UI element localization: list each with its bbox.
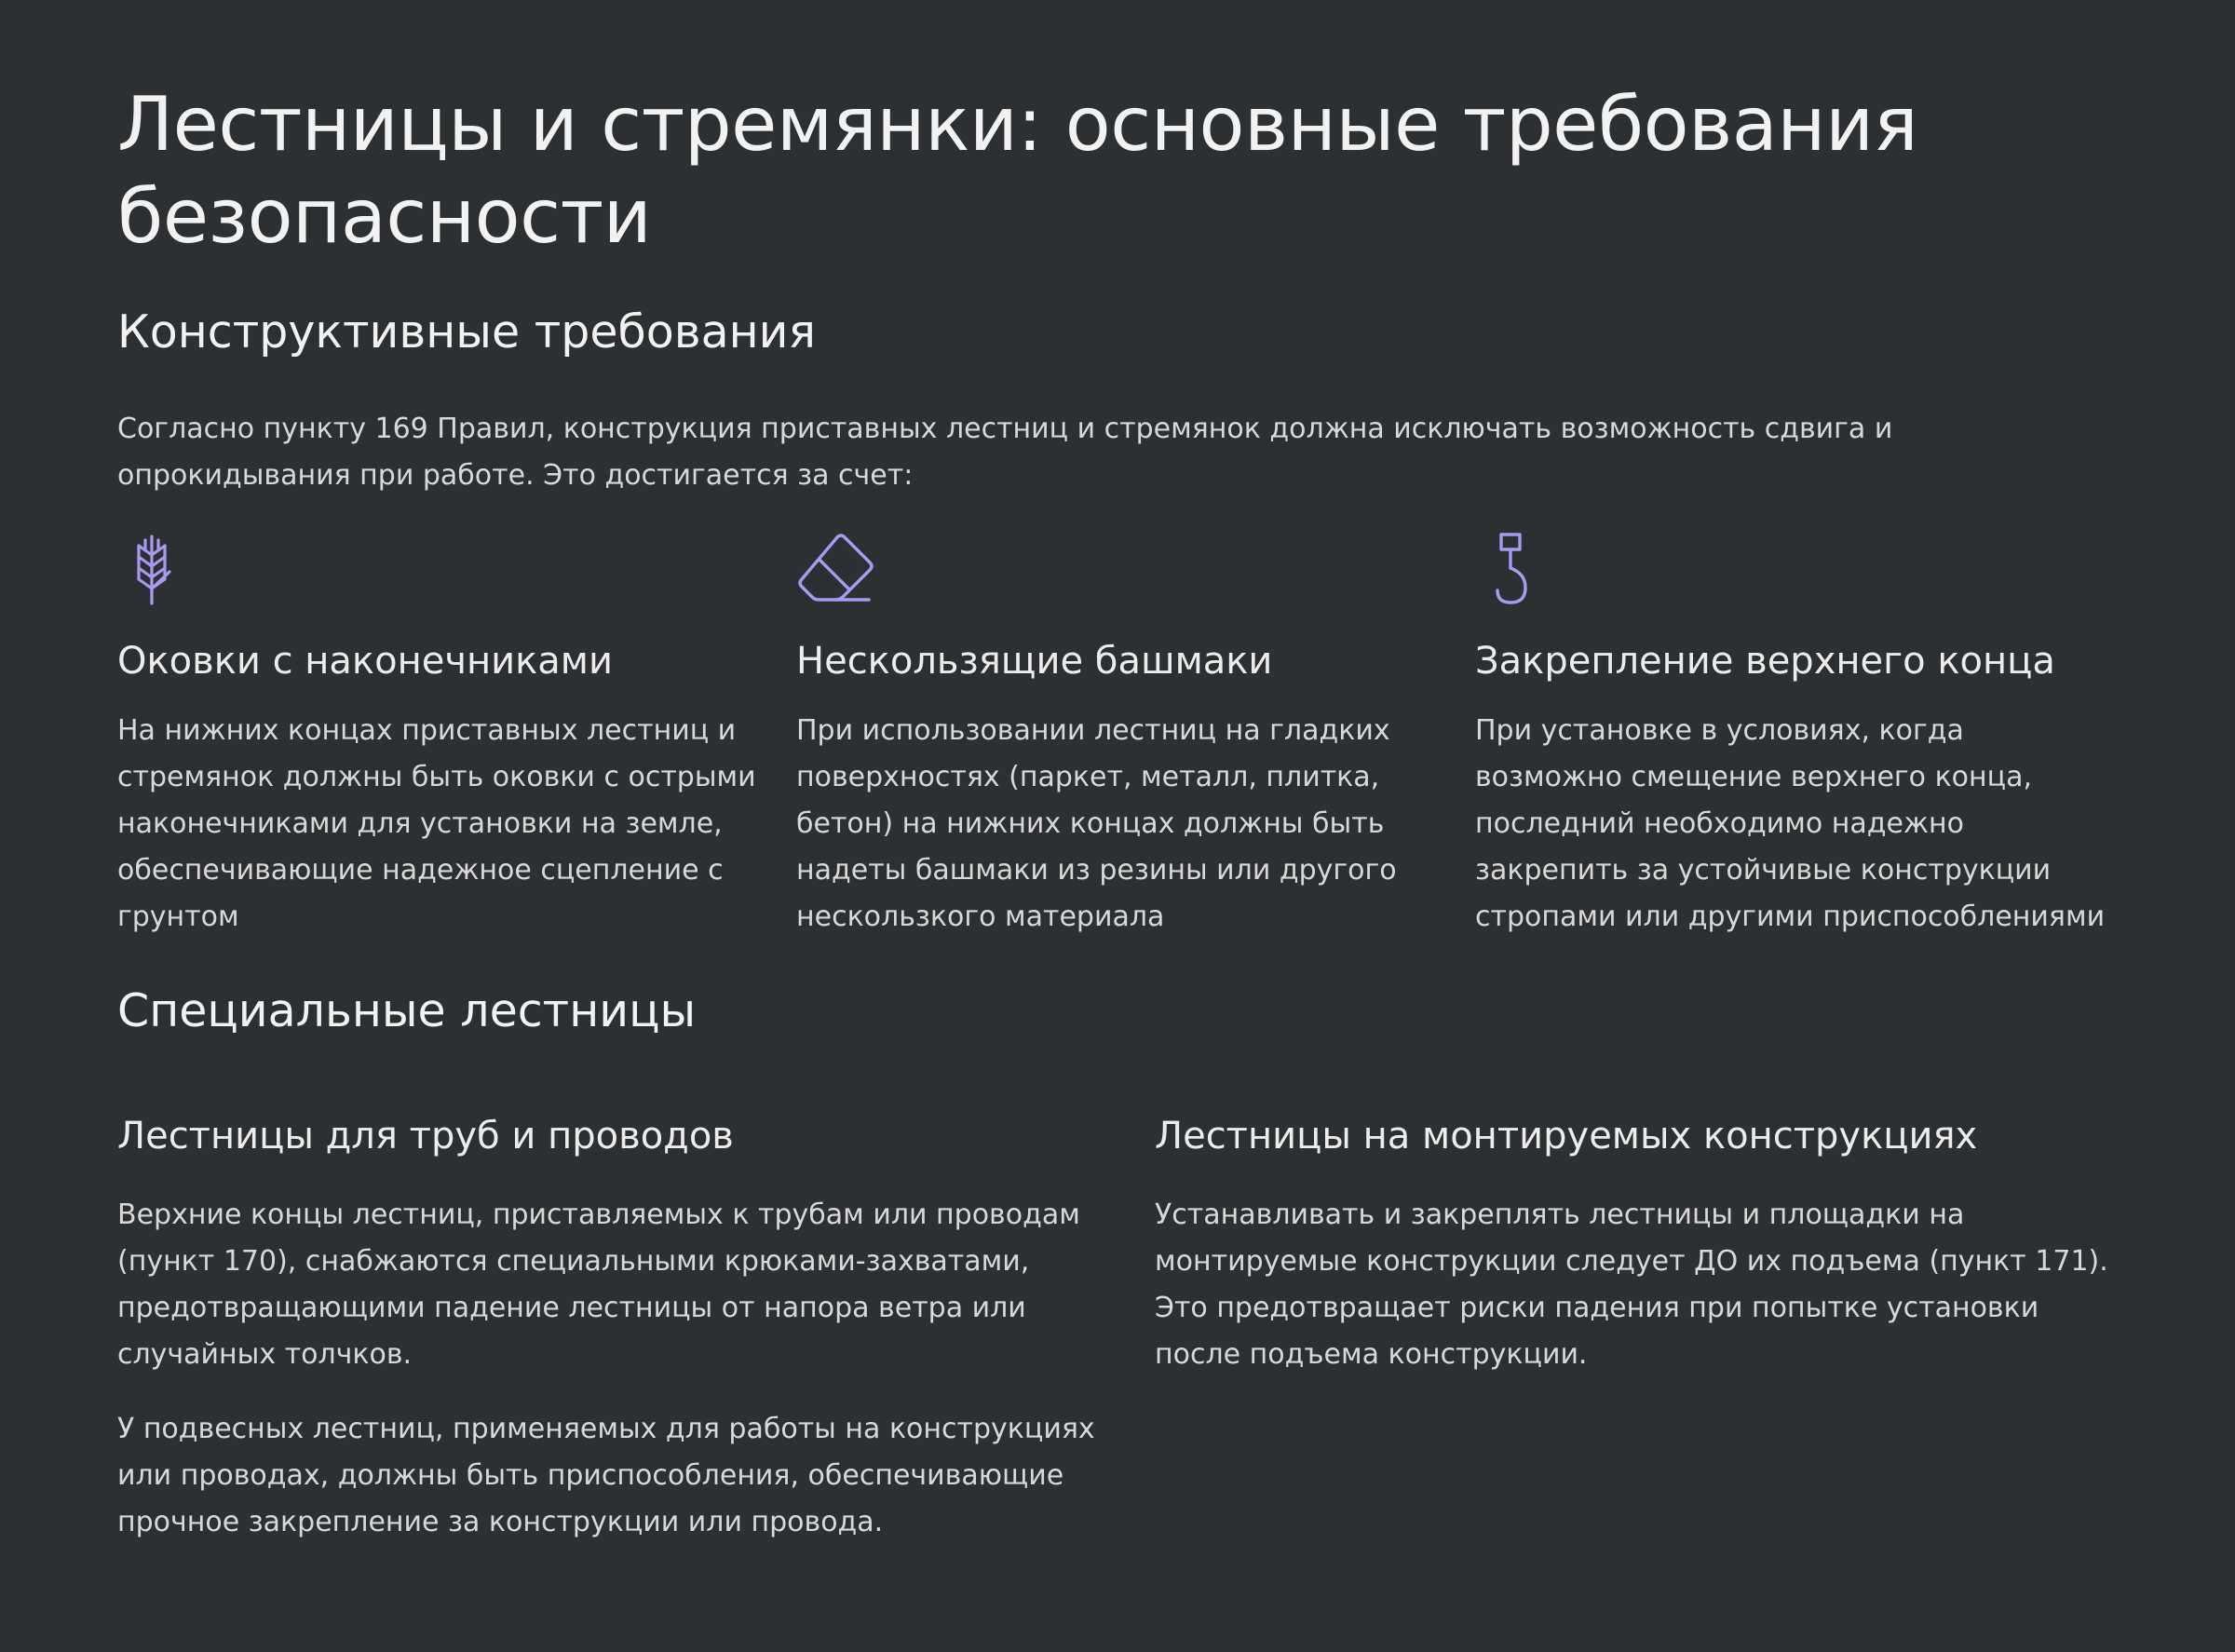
page-title: Лестницы и стремянки: основные требования безопасности <box>117 81 1918 260</box>
feature-title: Оковки с наконечниками <box>117 640 613 683</box>
feature-text: На нижних концах приставных лестниц и стремянок должны быть оковки с острыми наконечниками для установки на земле, обеспечивающие надежное сцепление с грунтом <box>117 714 756 933</box>
mounted-paragraph-1: Устанавливать и закреплять лестницы и площадки на монтируемые конструкции следует ДО их подъема (пункт 171). Это предотвращает риски падения при попытке установки после подъема конструкции. <box>1155 1198 2108 1371</box>
feature-text: При использовании лестниц на гладких поверхностях (паркет, металл, плитка, бетон) на нижних концах должны быть надеты башмаки из резины или другого нескользкого материала <box>796 714 1397 933</box>
pipes-paragraph-2: У подвесных лестниц, применяемых для работы на конструкциях или проводах, должны быть приспособления, обеспечивающие прочное закрепление за конструкции или провода. <box>117 1413 1095 1538</box>
pipes-paragraph-1: Верхние концы лестниц, приставляемых к трубам или проводам (пункт 170), снабжаются специальными крюками-захватами, предотвращающими падение лестницы от напора ветра или случайных толчков. <box>117 1198 1080 1371</box>
wheat-icon <box>117 529 201 613</box>
section-heading-special: Специальные лестницы <box>117 984 697 1037</box>
feature-title: Закрепление верхнего конца <box>1475 640 2055 683</box>
feature-title: Нескользящие башмаки <box>796 640 1273 683</box>
crane-hook-icon <box>1475 529 1559 613</box>
special-mounted-block <box>1155 1108 2133 1371</box>
subsection-title: Лестницы для труб и проводов <box>117 1115 734 1158</box>
feature-text: При установке в условиях, когда возможно смещение верхнего конца, последний необходимо надежно закрепить за устойчивые конструкции стропами или другими приспособлениями <box>1475 714 2106 933</box>
eraser-icon <box>796 529 880 613</box>
feature-card-fittings <box>117 529 760 933</box>
intro-paragraph: Согласно пункту 169 Правил, конструкция приставных лестниц и стремянок должна исключать возможность сдвига и опрокидывания при работе. Это достигается за счет: <box>117 413 1893 492</box>
feature-card-shoes <box>796 529 1439 933</box>
feature-card-top-fixing <box>1475 529 2118 933</box>
subsection-title: Лестницы на монтируемых конструкциях <box>1155 1115 1978 1158</box>
section-heading-constructive: Конструктивные требования <box>117 305 816 359</box>
special-pipes-block <box>117 1108 1104 1538</box>
